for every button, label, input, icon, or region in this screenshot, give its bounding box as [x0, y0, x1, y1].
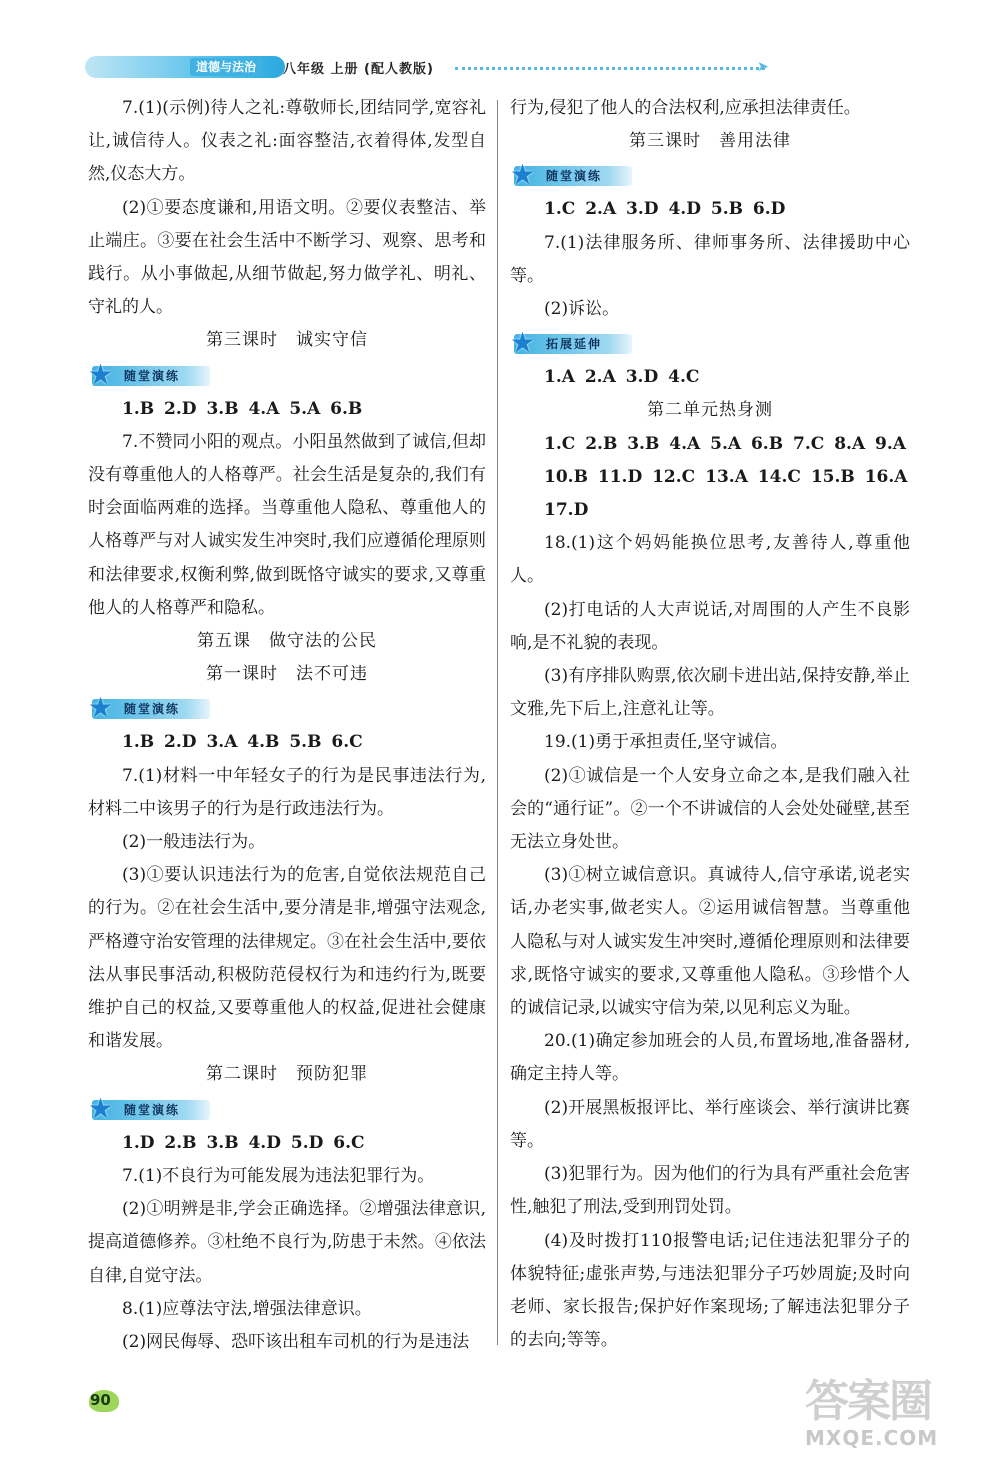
answer-paragraph: 行为,侵犯了他人的合法权利,应承担法律责任。 — [510, 98, 861, 118]
choice-answers: 1.B 2.D 3.B 4.A 5.A 6.B — [122, 398, 363, 419]
page-header — [85, 50, 769, 86]
answer-paragraph: (2)①要态度谦和,用语文明。②要仪表整洁、举止端庄。③要在社会生活中不断学习、观察、思考和践行。从小事做起,从细节做起,努力做学礼、明礼、守礼的人。 — [88, 197, 486, 318]
star-icon: ★ — [510, 326, 536, 360]
practice-tag-label: 随堂演练 — [124, 702, 181, 717]
extension-tag-label: 拓展延伸 — [546, 337, 603, 352]
choice-answers: 1.B 2.D 3.A 4.B 5.B 6.C — [122, 732, 363, 753]
answer-paragraph: (2)网民侮辱、恐吓该出租车司机的行为是违法 — [122, 1331, 470, 1352]
choice-answers: 1.C 2.A 3.D 4.D 5.B 6.D — [544, 199, 786, 220]
answer-paragraph: (3)①要认识违法行为的危害,自觉依法规范自己的行为。②在社会生活中,要分清是非,增强守法观念,严格遵守治安管理的法律规定。③在社会生活中,要依法从事民事活动,积极防范侵权行为和违约行为,既要维护自己的权益,又要尊重他人的权益,促进社会健康和谐发展。 — [88, 865, 486, 1052]
answer-paragraph: (2)一般违法行为。 — [122, 832, 266, 853]
left-column — [88, 92, 486, 1359]
unit-test-heading: 第二单元热身测 — [647, 400, 773, 421]
page-number-text: 90 — [90, 1391, 111, 1409]
watermark-url: MXQE.COM — [805, 1426, 939, 1450]
answer-paragraph: 19.(1)勇于承担责任,坚守诚信。 — [544, 732, 788, 753]
watermark-logo-text: 答案圈 — [805, 1376, 931, 1427]
answer-paragraph: 7.(1)法律服务所、律师事务所、法律援助中心等。 — [510, 232, 910, 286]
practice-tag-label: 随堂演练 — [124, 368, 181, 383]
practice-tag — [88, 693, 486, 726]
grade-info: 八年级 上册 (配人教版) — [283, 62, 434, 77]
answer-paragraph: (2)开展黑板报评比、举行座谈会、举行演讲比赛等。 — [510, 1097, 910, 1151]
extension-tag — [510, 328, 910, 361]
answer-paragraph: (3)犯罪行为。因为他们的行为具有严重社会危害性,触犯了刑法,受到刑罚处罚。 — [510, 1164, 910, 1218]
answer-paragraph: 7.(1)(示例)待人之礼:尊敬师长,团结同学,宽容礼让,诚信待人。仪表之礼:面容整洁,衣着得体,发型自然,仪态大方。 — [88, 98, 486, 185]
answer-paragraph: 7.不赞同小阳的观点。小阳虽然做到了诚信,但却没有尊重他人的人格尊严。社会生活是复杂的,我们有时会面临两难的选择。当尊重他人隐私、尊重他人的人格尊严与对人诚实发生冲突时,我们应遵循伦理原则和法律要求,权衡利弊,做到既恪守诚实的要求,又尊重他人的人格尊严和隐私。 — [88, 431, 486, 618]
practice-tag-label: 随堂演练 — [124, 1102, 181, 1117]
watermark — [805, 1378, 980, 1458]
star-icon: ★ — [88, 357, 114, 391]
answer-paragraph: 7.(1)不良行为可能发展为违法犯罪行为。 — [122, 1165, 435, 1186]
subject-badge: 道德与法治 — [190, 58, 262, 76]
choice-answers: 1.C 2.B 3.B 4.A 5.A 6.B 7.C 8.A 9.A 10.B 11.D 12.C 13.A 14.C 15.B 16.A 17.D — [544, 433, 908, 521]
section-heading: 第二课时 预防犯罪 — [206, 1064, 368, 1085]
answer-paragraph: (4)及时拨打110报警电话;记住违法犯罪分子的体貌特征;虚张声势,与违法犯罪分子巧妙周旋;及时向老师、家长报告;保护好作案现场;了解违法犯罪分子的去向;等等。 — [510, 1230, 910, 1351]
lesson-heading: 第五课 做守法的公民 — [197, 631, 377, 652]
star-icon: ★ — [88, 1091, 114, 1125]
answer-paragraph: (3)①树立诚信意识。真诚待人,信守承诺,说老实话,办老实事,做老实人。②运用诚信智慧。当尊重他人隐私与对人诚实发生冲突时,遵循伦理原则和法律要求,既恪守诚实的要求,又尊重他人隐私。③珍惜个人的诚信记录,以诚实守信为荣,以见利忘义为耻。 — [510, 865, 910, 1019]
practice-tag — [510, 160, 910, 193]
answer-paragraph: 18.(1)这个妈妈能换位思考,友善待人,尊重他人。 — [510, 533, 910, 587]
star-icon: ★ — [88, 691, 114, 725]
choice-answers: 1.A 2.A 3.D 4.C — [544, 367, 700, 388]
right-column — [510, 92, 910, 1357]
column-divider — [497, 100, 498, 1345]
answer-paragraph: (3)有序排队购票,依次刷卡进出站,保持安静,举止文雅,先下后上,注意礼让等。 — [510, 666, 910, 720]
header-dotted-line — [455, 67, 765, 70]
answer-paragraph: (2)打电话的人大声说话,对周围的人产生不良影响,是不礼貌的表现。 — [510, 599, 910, 653]
section-heading: 第三课时 诚实守信 — [206, 330, 368, 351]
practice-tag — [88, 1091, 486, 1127]
practice-tag — [88, 357, 486, 393]
page-number — [85, 1388, 125, 1416]
star-icon: ★ — [510, 158, 536, 192]
answer-paragraph: 7.(1)材料一中年轻女子的行为是民事违法行为,材料二中该男子的行为是行政违法行为。 — [88, 765, 486, 819]
practice-tag-label: 随堂演练 — [546, 169, 603, 184]
answer-paragraph: (2)①诚信是一个人安身立命之本,是我们融入社会的“通行证”。②一个不讲诚信的人会处处碰壁,甚至无法立身处世。 — [510, 765, 910, 853]
choice-answers: 1.D 2.B 3.B 4.D 5.D 6.C — [122, 1132, 365, 1153]
answer-paragraph: (2)诉讼。 — [544, 299, 620, 320]
section-heading: 第三课时 善用法律 — [629, 131, 791, 152]
section-heading: 第一课时 法不可违 — [206, 664, 368, 685]
answer-paragraph: 20.(1)确定参加班会的人员,布置场地,准备器材,确定主持人等。 — [510, 1031, 910, 1085]
answer-paragraph: 8.(1)应尊法守法,增强法律意识。 — [122, 1298, 372, 1319]
arrow-icon: ➤ — [757, 59, 769, 75]
answer-paragraph: (2)①明辨是非,学会正确选择。②增强法律意识,提高道德修养。③杜绝不良行为,防患于未然。④依法自律,自觉守法。 — [88, 1199, 486, 1286]
